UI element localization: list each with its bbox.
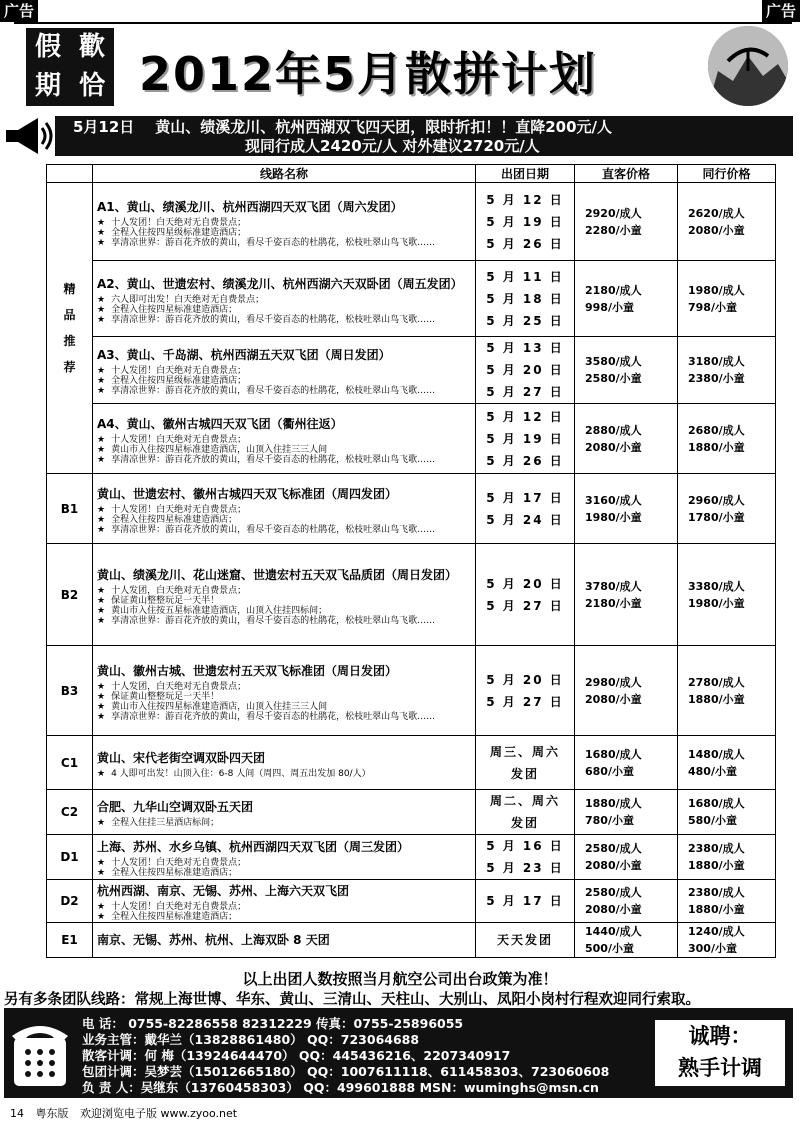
departure-date: 5 月 26 日 (486, 453, 564, 468)
highlight-text: 保证黄山整整玩足一天半！ (111, 595, 220, 606)
departure-date: 5 月 19 日 (486, 431, 564, 446)
route-highlight (93, 445, 475, 455)
route-title: 南京、无锡、苏州、杭州、上海双卧 8 天团 (97, 933, 330, 947)
contact-line: 包团计调：吴梦芸（15012665180） QQ：1007611118、611458303、723060608 (82, 1064, 610, 1079)
route-highlight (93, 868, 475, 878)
route-cell (93, 183, 476, 261)
contact-line: 负 责 人：吴继东（13760458303） QQ：499601888 MSN：wuminghs@msn.cn (82, 1080, 599, 1095)
star-icon: ★ (97, 444, 106, 455)
trade-price: 1240/成人 (688, 925, 745, 938)
trade-price: 1980/成人 (688, 283, 745, 297)
star-icon: ★ (97, 585, 106, 596)
trade-price-cell (678, 474, 776, 544)
departure-date: 5 月 11 日 (486, 269, 564, 284)
departure-date-cell (476, 646, 575, 736)
ad-label-left: 广告 (0, 0, 38, 22)
hiring-title: 诚聘： (688, 1024, 752, 1048)
highlight-text: 十人发团，白天绝对无自费景点； (111, 681, 247, 692)
highlight-text: 全程入住按四星标准建造酒店； (111, 868, 238, 878)
star-icon: ★ (97, 237, 106, 248)
highlight-text: 黄山市入住按五星标准建造酒店，山顶入住挂四标间； (111, 605, 328, 616)
highlight-text: 十人发团！白天绝对无自费景点； (111, 504, 247, 515)
featured-char: 精 (63, 282, 76, 296)
table-row (47, 880, 776, 923)
highlight-text: 十人发团！白天绝对无自费景点； (111, 217, 247, 228)
route-highlight (93, 818, 475, 828)
highlight-text: 六人即可出发！白天绝对无自费景点； (111, 294, 265, 305)
route-highlight (93, 692, 475, 702)
trade-price-cell (678, 183, 776, 261)
route-highlight (93, 295, 475, 305)
departure-date-cell (476, 544, 575, 646)
page-number: 14 (10, 1107, 24, 1120)
route-highlight (93, 525, 475, 535)
route-cell (93, 544, 476, 646)
route-highlight (93, 912, 475, 922)
departure-date-cell (476, 337, 575, 404)
header-cell (47, 165, 93, 183)
more-routes-note: 另有多条团队线路：常规上海世博、华东、黄山、三清山、天柱山、大别山、凤阳小岗村行程欢迎同行索取。 (4, 992, 700, 1008)
star-icon: ★ (97, 595, 106, 606)
route-title: 黄山、徽州古城、世遗宏村五天双飞标准团（周日发团） (97, 663, 398, 678)
telephone-icon (10, 1016, 70, 1090)
departure-date-cell (476, 835, 575, 880)
departure-date-cell (476, 880, 575, 923)
route-code: D2 (47, 880, 93, 923)
table-row (47, 404, 776, 474)
edition-label: 粤东版 (35, 1107, 69, 1120)
route-cell (93, 404, 476, 474)
trade-price-cell (678, 337, 776, 404)
highlight-text: 十人发团！白天绝对无自费景点； (111, 366, 247, 376)
departure-date: 发团 (510, 766, 539, 781)
route-title: A3、黄山、千岛湖、杭州西湖五天双飞团（周日发团） (97, 348, 391, 362)
departure-date: 5 月 19 日 (486, 214, 564, 229)
direct-price: 3160/成人 (585, 493, 642, 507)
trade-price-cell (678, 790, 776, 835)
holiday-logo (26, 28, 114, 106)
route-highlight (93, 769, 475, 779)
highlight-text: 十人发团！白天绝对无自费景点； (111, 858, 247, 868)
hiring-box (655, 1020, 785, 1086)
route-cell (93, 923, 476, 958)
route-highlight (93, 218, 475, 228)
logo-char: 期 (34, 71, 61, 101)
highlight-text: 全程入住按四星级标准建造酒店； (111, 376, 247, 386)
departure-date: 5 月 25 日 (486, 313, 564, 328)
megaphone-icon (4, 114, 60, 158)
star-icon: ★ (97, 902, 106, 912)
departure-date: 5 月 23 日 (486, 861, 564, 875)
star-icon: ★ (97, 366, 106, 376)
header (14, 22, 792, 110)
table-row (47, 474, 776, 544)
trade-price: 2380/成人 (688, 886, 745, 899)
star-icon: ★ (97, 314, 106, 325)
direct-price: 1440/成人 (585, 925, 642, 938)
header-cell: 出团日期 (476, 165, 575, 183)
star-icon: ★ (97, 304, 106, 315)
direct-price: 3580/成人 (585, 355, 642, 368)
direct-price-cell (575, 923, 678, 958)
route-cell (93, 880, 476, 923)
direct-price: 2880/成人 (585, 423, 642, 437)
route-highlight (93, 305, 475, 315)
highlight-text: 黄山市入住按四星标准建造酒店，山顶入住挂三三人间 (111, 444, 328, 455)
departure-date: 5 月 20 日 (486, 576, 564, 591)
trade-price: 2080/小童 (688, 223, 745, 237)
route-title: 合肥、九华山空调双卧五天团 (97, 800, 254, 814)
table-row (47, 544, 776, 646)
slogan: 欢迎浏览电子版 www.zyoo.net (80, 1107, 238, 1120)
highlight-text: 黄山市入住按四星标准建造酒店，山顶入住挂三三人间 (111, 701, 328, 712)
contact-line: 电 话： 0755-82286558 82312229 传真：0755-25896055 (82, 1016, 464, 1031)
header-cell: 线路名称 (93, 165, 476, 183)
route-highlight (93, 366, 475, 376)
route-highlight (93, 376, 475, 386)
star-icon: ★ (97, 294, 106, 305)
table-header-row (47, 165, 776, 183)
route-title: 杭州西湖、南京、无锡、苏州、上海六天双飞团 (97, 884, 350, 898)
trade-price: 2960/成人 (688, 493, 745, 507)
departure-date: 周二、周六 (489, 794, 560, 808)
departure-date: 5 月 12 日 (486, 192, 564, 207)
route-highlight (93, 455, 475, 465)
table-row (47, 337, 776, 404)
departure-date-cell (476, 923, 575, 958)
promo-line-2: 现同行成人2420元/人 对外建议2720元/人 (245, 137, 540, 155)
highlight-text: 享清凉世界：游百花齐放的黄山，看尽千姿百态的杜鹃花，松枝吐翠山鸟飞歌…… (111, 237, 436, 248)
direct-price-cell (575, 835, 678, 880)
star-icon: ★ (97, 504, 106, 515)
departure-date: 5 月 16 日 (486, 839, 564, 853)
departure-date: 5 月 24 日 (486, 512, 564, 527)
direct-price: 780/小童 (585, 814, 634, 827)
route-highlight (93, 515, 475, 525)
star-icon: ★ (97, 858, 106, 868)
departure-date-cell (476, 183, 575, 261)
direct-price-cell (575, 736, 678, 790)
page-title: 2012年5月散拼计划 (139, 47, 598, 101)
featured-char: 荐 (63, 360, 76, 374)
trade-price-cell (678, 923, 776, 958)
direct-price-cell (575, 880, 678, 923)
highlight-text: 十人发团！白天绝对无自费景点； (111, 902, 247, 912)
route-highlight (93, 386, 475, 396)
contact-line: 散客计调：何 梅（13924644470） QQ：445436216、2207340917 (82, 1048, 511, 1063)
departure-date: 5 月 13 日 (486, 341, 564, 355)
table-row (47, 183, 776, 261)
route-highlight (93, 902, 475, 912)
trade-price: 1680/成人 (688, 797, 745, 810)
trade-price: 1480/成人 (688, 747, 745, 761)
route-code: C1 (47, 736, 93, 790)
route-cell (93, 261, 476, 337)
route-highlight (93, 712, 475, 722)
direct-price-cell (575, 790, 678, 835)
direct-price-cell (575, 474, 678, 544)
trade-price: 1880/小童 (688, 692, 745, 706)
direct-price: 2980/成人 (585, 675, 642, 689)
trade-price-cell (678, 646, 776, 736)
route-title: A1、黄山、绩溪龙川、杭州西湖四天双飞团（周六发团） (97, 199, 403, 214)
departure-date: 5 月 20 日 (486, 672, 564, 687)
highlight-text: 享清凉世界：游百花齐放的黄山，看尽千姿百态的杜鹃花，松枝吐翠山鸟飞歌…… (111, 386, 436, 396)
logo-char: 歡 (78, 32, 105, 62)
hiring-role: 熟手计调 (678, 1056, 762, 1080)
route-code: D1 (47, 835, 93, 880)
departure-date: 5 月 27 日 (486, 694, 564, 709)
route-cell (93, 736, 476, 790)
direct-price: 1680/成人 (585, 747, 642, 761)
star-icon: ★ (97, 217, 106, 228)
featured-char: 推 (63, 334, 76, 348)
tour-table (46, 164, 776, 958)
star-icon: ★ (97, 912, 106, 922)
direct-price: 2080/小童 (585, 692, 642, 706)
trade-price: 1880/小童 (688, 903, 745, 916)
departure-date: 5 月 20 日 (486, 363, 564, 377)
direct-price: 2180/成人 (585, 283, 642, 297)
trade-price: 2780/成人 (688, 675, 745, 689)
highlight-text: 享清凉世界：游百花齐放的黄山，看尽千姿百态的杜鹃花，松枝吐翠山鸟飞歌…… (111, 314, 436, 325)
policy-note: 以上出团人数按照当月航空公司出台政策为准！ (242, 970, 558, 988)
route-title: 上海、苏州、水乡乌镇、杭州西湖四天双飞团（周三发团） (97, 840, 410, 854)
route-title: A4、黄山、徽州古城四天双飞团（衢州往返） (97, 416, 343, 431)
promo-line-1: 5月12日 黄山、绩溪龙川、杭州西湖双飞四天团，限时折扣！！直降200元/人 (73, 118, 612, 136)
route-cell (93, 337, 476, 404)
departure-date: 天天发团 (496, 933, 553, 947)
departure-date: 5 月 27 日 (486, 598, 564, 613)
trade-price-cell (678, 261, 776, 337)
star-icon: ★ (97, 701, 106, 712)
star-icon: ★ (97, 818, 106, 828)
star-icon: ★ (97, 681, 106, 692)
star-icon: ★ (97, 454, 106, 465)
route-title: A2、黄山、世遗宏村、绩溪龙川、杭州西湖六天双卧团（周五发团） (97, 276, 463, 291)
trade-price-cell (678, 736, 776, 790)
trade-price: 1980/小童 (688, 596, 745, 610)
trade-price: 1880/小童 (688, 859, 745, 872)
trade-price-cell (678, 544, 776, 646)
star-icon: ★ (97, 227, 106, 238)
highlight-text: 保证黄山整整玩足一天半！ (111, 691, 220, 702)
star-icon: ★ (97, 691, 106, 702)
departure-date: 发团 (510, 816, 539, 830)
direct-price: 1880/成人 (585, 797, 642, 810)
trade-price: 2380/成人 (688, 842, 745, 855)
star-icon: ★ (97, 434, 106, 445)
trade-price: 480/小童 (688, 764, 737, 778)
departure-date-cell (476, 261, 575, 337)
route-highlight (93, 682, 475, 692)
star-icon: ★ (97, 711, 106, 722)
highlight-text: 享清凉世界：游百花齐放的黄山，看尽千姿百态的杜鹃花，松枝吐翠山鸟飞歌…… (111, 524, 436, 535)
route-title: 黄山、绩溪龙川、花山迷窟、世遗宏村五天双飞品质团（周日发团） (97, 567, 458, 582)
direct-price-cell (575, 646, 678, 736)
direct-price: 998/小童 (585, 300, 634, 314)
route-highlight (93, 586, 475, 596)
contact-panel (4, 1008, 793, 1098)
featured-char: 品 (63, 308, 76, 322)
route-title: 黄山、世遗宏村、徽州古城四天双飞标准团（周四发团） (97, 486, 398, 501)
header-cell: 直客价格 (575, 165, 678, 183)
route-highlight (93, 616, 475, 626)
route-cell (93, 835, 476, 880)
trade-price: 1780/小童 (688, 510, 745, 524)
trade-price: 1880/小童 (688, 440, 745, 454)
table-row (47, 646, 776, 736)
route-highlight (93, 858, 475, 868)
page-footer (10, 1105, 245, 1121)
table-row (47, 923, 776, 958)
direct-price: 2280/小童 (585, 223, 642, 237)
route-title: 黄山、宋代老街空调双卧四天团 (97, 750, 266, 765)
star-icon: ★ (97, 524, 106, 535)
table-row (47, 261, 776, 337)
highlight-text: 享清凉世界：游百花齐放的黄山，看尽千姿百态的杜鹃花，松枝吐翠山鸟飞歌…… (111, 454, 436, 465)
highlight-text: 4 人即可出发！山顶入住：6-8 人间（周四、周五出发加 80/人） (111, 768, 371, 779)
table-row (47, 835, 776, 880)
route-highlight (93, 596, 475, 606)
star-icon: ★ (97, 615, 106, 626)
direct-price-cell (575, 544, 678, 646)
star-icon: ★ (97, 386, 106, 396)
mountain-photo (708, 26, 788, 106)
departure-date: 5 月 17 日 (486, 894, 564, 908)
logo-char: 假 (34, 32, 61, 62)
highlight-text: 全程入住按四星标准建造酒店； (111, 514, 238, 525)
trade-price: 2680/成人 (688, 423, 745, 437)
contact-line: 业务主管：戴华兰（13828861480） QQ：723064688 (82, 1032, 420, 1047)
ad-label-right: 广告 (762, 0, 800, 22)
departure-date: 5 月 27 日 (486, 385, 564, 399)
direct-price-cell (575, 261, 678, 337)
trade-price: 300/小童 (688, 942, 737, 955)
route-code: C2 (47, 790, 93, 835)
departure-date: 5 月 26 日 (486, 236, 564, 251)
route-highlight (93, 505, 475, 515)
departure-date: 5 月 18 日 (486, 291, 564, 306)
departure-date-cell (476, 474, 575, 544)
route-cell (93, 646, 476, 736)
trade-price: 3180/成人 (688, 355, 745, 368)
departure-date: 周三、周六 (489, 744, 560, 759)
star-icon: ★ (97, 868, 106, 878)
promo-banner (55, 116, 793, 156)
departure-date-cell (476, 790, 575, 835)
departure-date-cell (476, 404, 575, 474)
direct-price: 680/小童 (585, 764, 634, 778)
direct-price: 500/小童 (585, 942, 634, 955)
direct-price-cell (575, 337, 678, 404)
route-highlight (93, 238, 475, 248)
direct-price: 3780/成人 (585, 579, 642, 593)
direct-price-cell (575, 183, 678, 261)
star-icon: ★ (97, 514, 106, 525)
direct-price: 2580/成人 (585, 842, 642, 855)
table-row (47, 736, 776, 790)
featured-category (47, 183, 93, 474)
highlight-text: 全程入住按四星标准建造酒店； (111, 912, 238, 922)
route-code: B2 (47, 544, 93, 646)
trade-price: 798/小童 (688, 300, 737, 314)
trade-price: 2620/成人 (688, 206, 745, 220)
direct-price: 2180/小童 (585, 596, 642, 610)
highlight-text: 享清凉世界：游百花齐放的黄山，看尽千姿百态的杜鹃花，松枝吐翠山鸟飞歌…… (111, 711, 436, 722)
highlight-text: 全程入住挂三星酒店标间； (111, 818, 220, 828)
route-code: B1 (47, 474, 93, 544)
route-cell (93, 790, 476, 835)
route-code: B3 (47, 646, 93, 736)
star-icon: ★ (97, 768, 106, 779)
star-icon: ★ (97, 376, 106, 386)
trade-price: 3380/成人 (688, 579, 745, 593)
trade-price-cell (678, 880, 776, 923)
highlight-text: 十人发团！白天绝对无自费景点； (111, 434, 247, 445)
highlight-text: 全程入住按四星标准建造酒店； (111, 304, 238, 315)
trade-price: 2380/小童 (688, 372, 745, 385)
header-cell: 同行价格 (678, 165, 776, 183)
route-highlight (93, 702, 475, 712)
direct-price: 2080/小童 (585, 859, 642, 872)
route-highlight (93, 435, 475, 445)
direct-price: 2920/成人 (585, 206, 642, 220)
direct-price: 2080/小童 (585, 903, 642, 916)
route-cell (93, 474, 476, 544)
trade-price-cell (678, 404, 776, 474)
route-code: E1 (47, 923, 93, 958)
highlight-text: 十人发团，白天绝对无自费景点； (111, 585, 247, 596)
route-highlight (93, 228, 475, 238)
direct-price: 2580/成人 (585, 886, 642, 899)
highlight-text: 全程入住按四星级标准建造酒店； (111, 227, 247, 238)
route-highlight (93, 606, 475, 616)
star-icon: ★ (97, 605, 106, 616)
trade-price-cell (678, 835, 776, 880)
route-highlight (93, 315, 475, 325)
direct-price-cell (575, 404, 678, 474)
table-row (47, 790, 776, 835)
departure-date: 5 月 17 日 (486, 490, 564, 505)
highlight-text: 享清凉世界：游百花齐放的黄山，看尽千姿百态的杜鹃花，松枝吐翠山鸟飞歌…… (111, 615, 436, 626)
direct-price: 1980/小童 (585, 510, 642, 524)
departure-date: 5 月 12 日 (486, 409, 564, 424)
direct-price: 2580/小童 (585, 372, 642, 385)
logo-char: 恰 (78, 71, 105, 101)
direct-price: 2080/小童 (585, 440, 642, 454)
departure-date-cell (476, 736, 575, 790)
trade-price: 580/小童 (688, 814, 737, 827)
